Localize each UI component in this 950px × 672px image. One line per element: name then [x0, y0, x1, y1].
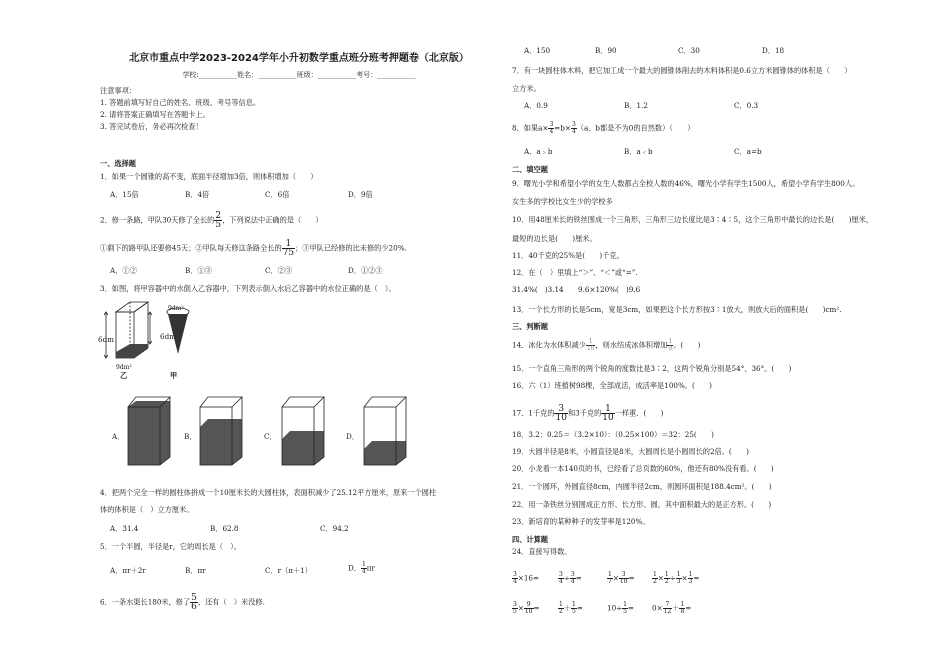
calc-r1c4: $\frac{1}{2}$ × $\frac{1}{2}$ ÷ $\frac{1}{3}$ × $\frac{1}{3}$ = [653, 571, 700, 585]
q1-opt-c: C．6倍 [265, 190, 290, 199]
q2-statements: ①剩下的路甲队还要修45天；②甲队每天修这条路全长的 $\frac{1}{75}$ ；③甲队已经修的比未修的少20%. [100, 239, 407, 258]
q7-line1: 7．有一块圆柱体木料，把它加工成一个最大的圆锥体削去的木料体积是0.6立方米圆锥体的体积是（ ） [512, 66, 852, 75]
calc-r1c3: $\frac{1}{7}$ × $\frac{3}{10}$ = [608, 571, 635, 585]
q20-text: 20．小龙看一本140页的书，已经看了总页数的60%，他还有80%没有看。( ) [512, 464, 774, 473]
q7-opt-a: A．0.9 [524, 101, 548, 110]
q24-text: 24．直接写得数。 [512, 547, 572, 556]
fig-label-dm-bottom: 9dm² [116, 364, 132, 371]
q2-opt-a: A．①② [110, 266, 137, 275]
section-fill: 二、填空题 [512, 165, 548, 174]
page-title: 北京市重点中学2023-2024学年小升初数学重点班分班考押题卷（北京版） [129, 53, 469, 64]
q6-opt-c: C．30 [678, 46, 700, 55]
note-2: 2. 请将答案正确填写在答题卡上。 [100, 110, 210, 119]
q3-opt-b-figure [196, 393, 246, 469]
q7-opt-b: B．1.2 [624, 101, 648, 110]
q3-opt-d-figure [360, 393, 410, 469]
calc-r2c3: 10÷ $\frac{1}{5}$ = [607, 601, 635, 615]
q2-opt-c: C．②③ [265, 266, 293, 275]
q4-opt-c: C．94.2 [320, 524, 349, 533]
q13-text: 13．一个长方形的长是5cm，宽是3cm，如果把这个长方形按3∶1放大，则放大后的面积是( )cm². [512, 305, 842, 314]
q4-line1: 4．把两个完全一样的圆柱体拼成一个10厘米长的大圆柱体，表面积减少了25.12平方厘米，原来一个圆柱 [100, 488, 437, 497]
calc-r2c2: $\frac{1}{2}$ ＋ $\frac{1}{5}$ = [559, 601, 583, 615]
q10-line1: 10．用48厘米长的铁丝围成一个三角形，三角形三边长度比是3∶4∶5，这个三角形中最长的边长是( )厘米， [512, 215, 874, 224]
q2-text: 2．修一条路，甲队30天修了全长的 $\frac{2}{5}$ ，下列说法中正确的是（ ） [100, 211, 323, 230]
calc-r1c2: $\frac{3}{4}$ ÷ $\frac{3}{4}$ = [559, 571, 582, 585]
q3-opt-c-figure [278, 393, 328, 469]
q8-opt-c: C．a=b [734, 147, 762, 156]
fig-label-h2: 6dm [160, 332, 176, 341]
q5-opt-c: C．r（π＋1） [265, 566, 312, 575]
calc-r2c1: $\frac{3}{5}$ × $\frac{9}{10}$ = [513, 601, 540, 615]
q12-line2: 31.4%( )3.14 9.6×120%( )9.6 [512, 285, 641, 294]
q5-opt-b: B．πr [185, 566, 206, 575]
student-info-line: 学校:___________姓名：___________班级：___________考号：___________ [182, 71, 416, 79]
q6-opt-a: A．150 [524, 46, 551, 55]
fig-label-dm-top: 9dm² [168, 305, 184, 312]
q5-opt-d: D． $\frac{1}{4}$ πr [348, 561, 375, 575]
q17-text: 17．1千克的 $\frac{3}{10}$ 和3千克的 $\frac{1}{10}$ 一样重．( ) [512, 404, 664, 423]
fig-label-yi: 乙 [120, 371, 128, 380]
q8-text: 8．如果a× $\frac{3}{4}$ =b× $\frac{3}{4}$ （a、b都是不为0的自然数）（ ） [512, 121, 695, 135]
q3-opt-c: C． [264, 432, 277, 441]
note-3: 3. 答完试卷后，务必再次检查！ [100, 122, 203, 131]
q6-text: 6．一条水渠长180米，修了 $\frac{5}{6}$ ，还有（ ）米没修. [100, 593, 265, 612]
q3-opt-a-figure [124, 393, 174, 469]
q8-opt-b: B．a﹤b [624, 147, 653, 156]
q19-text: 19．大圆半径是8米，小圆直径是8米，大圆周长是小圆周长的2倍。( ) [512, 447, 749, 456]
q6-opt-b: B．90 [595, 46, 617, 55]
q11-text: 11．40千克的25%是( )千克。 [512, 251, 624, 260]
q3-text: 3．如图，将甲容器中的水倒入乙容器中，下列表示倒入水后乙容器中的水位正确的是（ ）。 [100, 284, 396, 293]
notes-heading: 注意事项： [100, 86, 136, 95]
q8-opt-a: A．a﹥b [524, 147, 553, 156]
calc-r2c4: 0× $\frac{7}{12}$ ＋ $\frac{1}{8}$ = [652, 601, 692, 615]
q3-opt-a: A． [112, 432, 125, 441]
section-choice: 一、选择题 [100, 159, 136, 168]
section-calc: 四、计算题 [512, 535, 548, 544]
q5-opt-a: A．πr＋2r [110, 566, 146, 575]
q4-line2: 体的体积是（ ）立方厘米。 [100, 505, 194, 514]
q3-opt-b: B． [184, 432, 197, 441]
q3-opt-d: D． [346, 432, 359, 441]
q4-opt-a: A．31.4 [110, 524, 139, 533]
note-1: 1. 答题前填写好自己的姓名、班级、考号等信息。 [100, 98, 261, 107]
q2-opt-d: D．①②③ [348, 266, 383, 275]
q22-text: 22．用一条铁丝分别围成正方形、长方形、圆，其中面积最大的是正方形。( ) [512, 500, 772, 509]
q9-line1: 9．曙光小学和希望小学的女生人数都占全校人数的46%，曙光小学有学生1500人，希望小学有学生800人。 [512, 179, 860, 188]
q12-text: 12．在（ ）里填上“＞”、“＜”或“=”. [512, 268, 638, 277]
q1-opt-a: A．15倍 [110, 190, 139, 199]
q21-text: 21．一个圆环，外圆直径8cm，内圆半径2cm，则圆环面积是188.4cm²。( ) [512, 482, 772, 491]
q18-text: 18．3.2：0.25＝（3.2×10）：（0.25×100）＝32：25( ) [512, 430, 714, 439]
fig-label-h1: 6dm [98, 335, 114, 344]
q23-text: 23．新培育的某种种子的发芽率是120%。 [512, 517, 650, 526]
calc-r1c1: $\frac{3}{4}$ ×16= [513, 571, 540, 585]
q6-opt-d: D．18 [762, 46, 785, 55]
q1-text: 1．如果一个圆锥的高不变，底面半径增加3倍，则体积增加（ ） [100, 172, 318, 181]
q7-opt-c: C．0.3 [734, 101, 759, 110]
q15-text: 15．一个直角三角形的两个锐角的度数比是3∶2，这两个锐角分别是54°、36°。( ) [512, 364, 792, 373]
q2-opt-b: B．①③ [185, 266, 212, 275]
q14-text: 14．冰化为水体积减少 $\frac{1}{10}$ ，则水结成冰体积增加 $\frac{1}{9}$ 。( ) [512, 338, 701, 352]
q5-text: 5．一个半圆，半径是r，它的周长是（ ）。 [100, 542, 241, 551]
section-judge: 三、判断题 [512, 322, 548, 331]
fig-label-jia: 甲 [170, 371, 178, 380]
q7-line2: 立方米。 [512, 84, 541, 93]
q4-opt-b: B．62.8 [210, 524, 239, 533]
q16-text: 16．六（1）班植树98棵，全部成活，成活率是100%。( ) [512, 381, 712, 390]
q1-opt-d: D．9倍 [348, 190, 373, 199]
q10-line2: 最短的边长是( )厘米。 [512, 234, 597, 243]
q1-opt-b: B．4倍 [185, 190, 210, 199]
q9-line2: 女生多的学校比女生少的学校多 [512, 197, 613, 206]
